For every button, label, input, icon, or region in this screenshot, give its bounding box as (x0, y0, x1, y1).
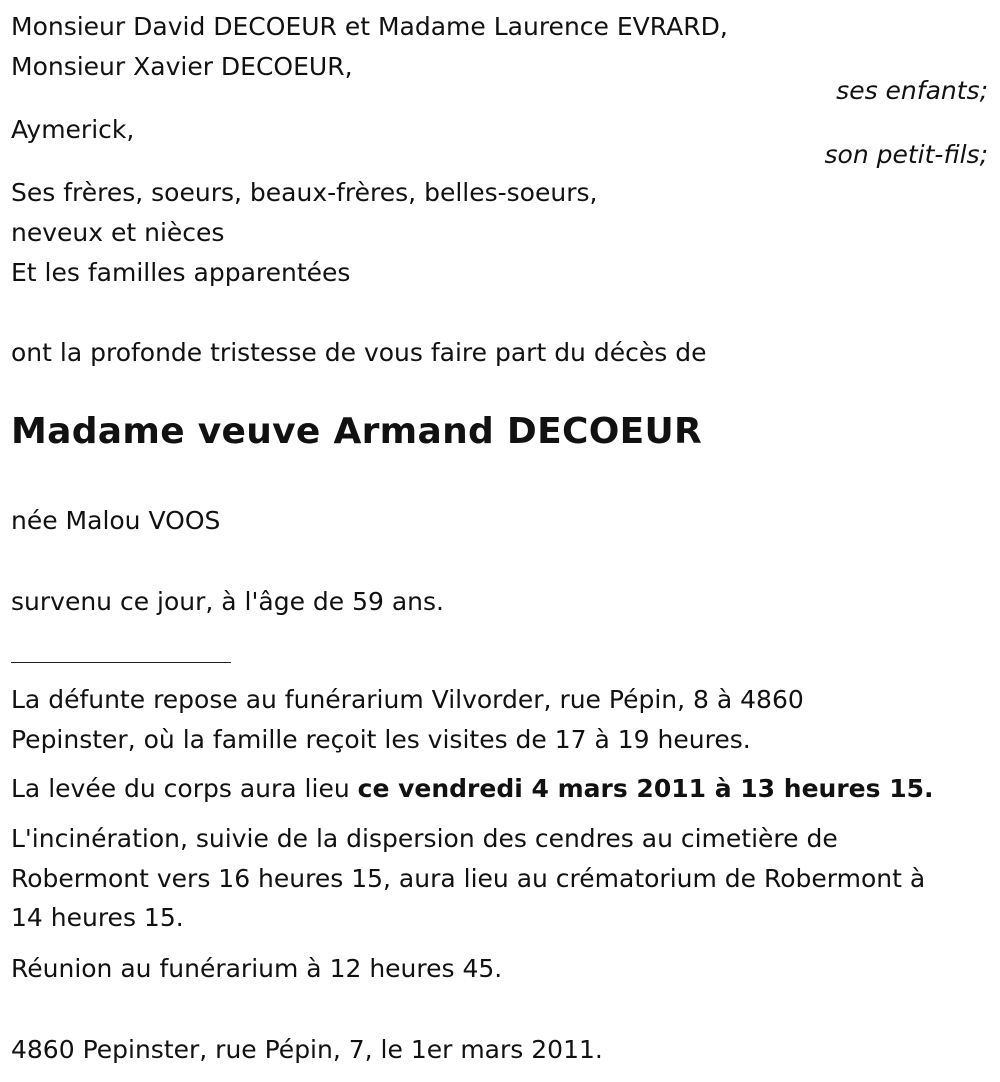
siblings-line-2: neveux et nièces (11, 218, 225, 247)
levee-date-time: ce vendredi 4 mars 2011 à 13 heures 15. (357, 774, 934, 803)
levee-prefix: La levée du corps aura lieu (11, 774, 358, 803)
announcement-intro: ont la profonde tristesse de vous faire part du décès de (11, 338, 707, 367)
age-line: survenu ce jour, à l'âge de 59 ans. (11, 587, 444, 616)
incineration-line-2: Robermont vers 16 heures 15, aura lieu au crématorium de Robermont à (11, 864, 926, 893)
repose-line-2: Pepinster, où la famille reçoit les visites de 17 à 19 heures. (11, 725, 751, 754)
grandson-name: Aymerick, (11, 115, 135, 144)
grandson-role: son petit-fils; (824, 140, 988, 169)
children-line-2: Monsieur Xavier DECOEUR, (11, 52, 353, 81)
reunion-line: Réunion au funérarium à 12 heures 45. (11, 954, 503, 983)
children-line-1: Monsieur David DECOEUR et Madame Laurence EVRARD, (11, 12, 728, 41)
repose-line-1: La défunte repose au funérarium Vilvorder, rue Pépin, 8 à 4860 (11, 685, 804, 714)
maiden-name: née Malou VOOS (11, 506, 221, 535)
siblings-line-1: Ses frères, soeurs, beaux-frères, belles-soeurs, (11, 178, 598, 207)
siblings-line-3: Et les familles apparentées (11, 258, 351, 287)
incineration-line-1: L'incinération, suivie de la dispersion des cendres au cimetière de (11, 824, 838, 853)
place-date-line: 4860 Pepinster, rue Pépin, 7, le 1er mars 2011. (11, 1035, 603, 1064)
separator-rule (11, 662, 231, 663)
deceased-name: Madame veuve Armand DECOEUR (11, 411, 703, 452)
levee-line (11, 776, 934, 801)
incineration-line-3: 14 heures 15. (11, 903, 184, 932)
children-role: ses enfants; (836, 76, 988, 105)
